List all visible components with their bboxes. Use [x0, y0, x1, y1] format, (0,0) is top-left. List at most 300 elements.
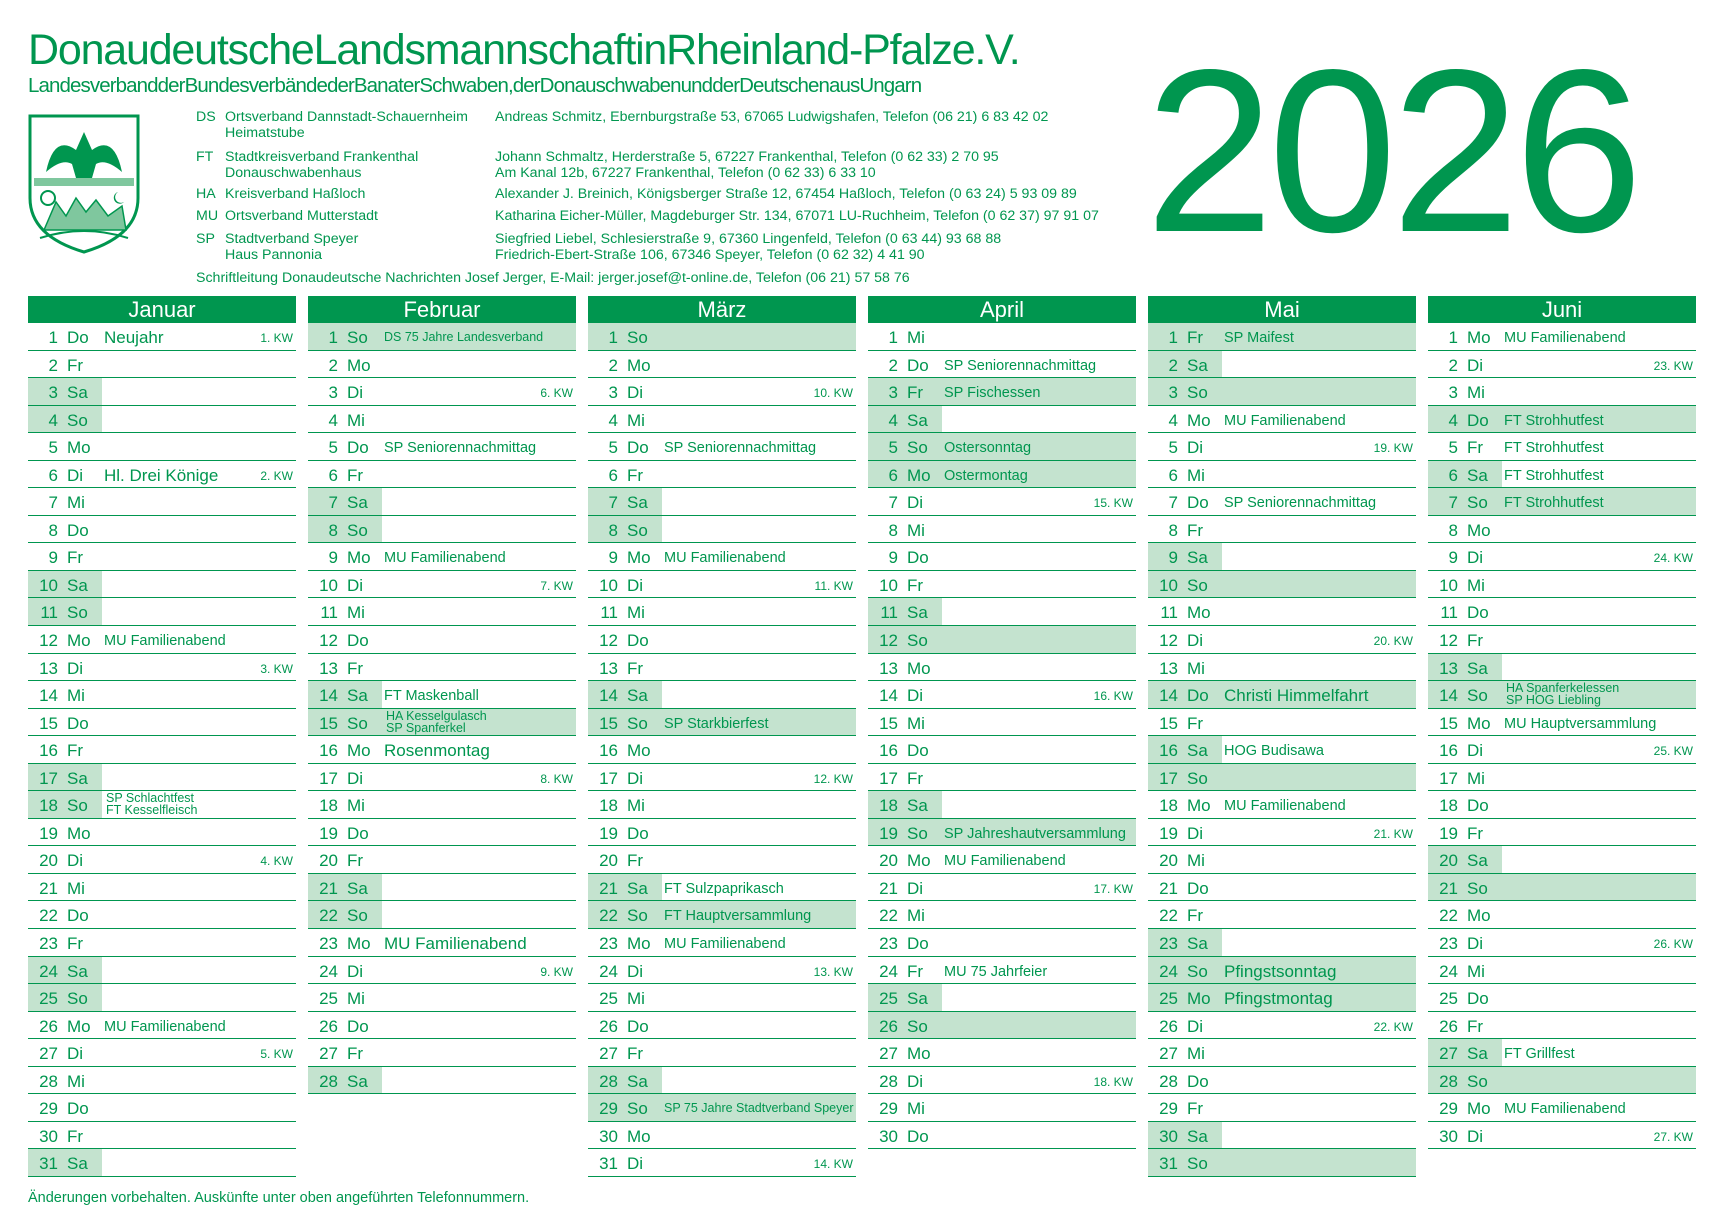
day-row	[588, 957, 856, 985]
day-row	[868, 598, 1136, 626]
weekday-label: Sa	[1187, 355, 1208, 375]
day-number: 16	[319, 741, 338, 761]
day-number: 8	[1448, 520, 1458, 540]
day-row	[868, 874, 1136, 902]
day-number: 6	[888, 465, 898, 485]
weekday-label: Mo	[347, 741, 371, 761]
event-label: MU Familienabend	[1504, 1101, 1626, 1118]
day-number: 21	[1159, 878, 1178, 898]
event-line-2: FT Kesselfleisch	[106, 803, 198, 818]
day-row	[1428, 929, 1696, 957]
day-number: 15	[879, 713, 898, 733]
day-number: 19	[319, 823, 338, 843]
day-number: 28	[599, 1071, 618, 1091]
day-number: 23	[319, 934, 338, 954]
day-number: 16	[879, 741, 898, 761]
day-number: 20	[1159, 851, 1178, 871]
event-label: SP Jahreshautversammlung	[944, 825, 1126, 842]
day-row	[28, 819, 296, 847]
day-row	[868, 1094, 1136, 1122]
day-row	[308, 929, 576, 957]
month-februar	[308, 296, 576, 1094]
day-number: 14	[39, 686, 58, 706]
day-number: 6	[48, 465, 58, 485]
day-number: 13	[39, 658, 58, 678]
calendar-year: 2026	[1145, 22, 1638, 281]
day-row	[1148, 681, 1416, 709]
weekday-label: Mi	[1187, 851, 1205, 871]
org-name: Stadtverband Speyer	[225, 231, 359, 247]
day-number: 13	[599, 658, 618, 678]
day-row	[868, 406, 1136, 434]
day-row	[308, 543, 576, 571]
day-row	[588, 323, 856, 351]
day-number: 24	[1159, 961, 1178, 981]
day-number: 30	[879, 1126, 898, 1146]
week-number: 21. KW	[1373, 826, 1413, 841]
weekday-label: Mo	[1467, 1099, 1491, 1119]
day-row	[28, 846, 296, 874]
day-row	[28, 1067, 296, 1095]
day-row	[1148, 1149, 1416, 1177]
day-number: 3	[328, 383, 338, 403]
day-row	[308, 598, 576, 626]
day-row	[588, 598, 856, 626]
day-row	[1428, 1067, 1696, 1095]
day-row	[1428, 957, 1696, 985]
month-april	[868, 296, 1136, 1149]
day-number: 22	[1159, 906, 1178, 926]
day-row	[1148, 846, 1416, 874]
day-number: 31	[39, 1154, 58, 1174]
day-row	[588, 626, 856, 654]
weekday-label: Mi	[1187, 658, 1205, 678]
event-label: Christi Himmelfahrt	[1224, 686, 1369, 706]
day-number: 7	[1448, 493, 1458, 513]
day-number: 17	[319, 768, 338, 788]
weekday-label: Mi	[907, 1099, 925, 1119]
week-number: 23. KW	[1653, 358, 1693, 373]
weekday-label: Mi	[907, 328, 925, 347]
weekday-label: Mo	[1187, 410, 1211, 430]
week-number: 12. KW	[813, 771, 853, 786]
day-number: 19	[1439, 823, 1458, 843]
day-row	[308, 433, 576, 461]
org-contact: Andreas Schmitz, Ebernburgstraße 53, 67065 Ludwigshafen, Telefon (06 21) 6 83 42 02	[495, 109, 1049, 125]
weekday-label: Di	[1467, 741, 1484, 761]
day-number: 15	[39, 713, 58, 733]
day-row	[1428, 323, 1696, 351]
day-number: 20	[39, 851, 58, 871]
day-row	[868, 626, 1136, 654]
day-number: 9	[1448, 548, 1458, 568]
day-number: 23	[599, 934, 618, 954]
day-row	[28, 1039, 296, 1067]
day-row	[308, 764, 576, 792]
day-number: 26	[39, 1016, 58, 1036]
day-number: 22	[319, 906, 338, 926]
day-number: 2	[608, 355, 618, 375]
day-row	[1148, 516, 1416, 544]
org-code: HA	[196, 186, 216, 202]
day-row	[588, 1094, 856, 1122]
event-label: FT Strohhutfest	[1504, 412, 1604, 429]
day-row	[28, 764, 296, 792]
weekday-label: Di	[67, 465, 84, 485]
day-row	[1428, 984, 1696, 1012]
org-contact: Johann Schmaltz, Herderstraße 5, 67227 Frankenthal, Telefon (0 62 33) 2 70 95	[495, 149, 999, 165]
weekday-label: Do	[907, 934, 929, 954]
day-number: 21	[39, 878, 58, 898]
weekday-label: Mi	[347, 989, 365, 1009]
day-number: 26	[319, 1016, 338, 1036]
day-number: 18	[319, 796, 338, 816]
day-row	[868, 736, 1136, 764]
day-row	[1148, 351, 1416, 379]
day-row	[868, 1039, 1136, 1067]
day-number: 25	[319, 989, 338, 1009]
event-label: Hl. Drei Könige	[104, 465, 219, 485]
weekday-label: Mo	[907, 1044, 931, 1064]
week-number: 13. KW	[813, 964, 853, 979]
weekday-label: Mo	[1467, 906, 1491, 926]
day-row	[588, 433, 856, 461]
day-row	[1428, 626, 1696, 654]
day-row	[308, 378, 576, 406]
week-number: 25. KW	[1653, 744, 1693, 759]
day-row	[1428, 736, 1696, 764]
month-januar	[28, 296, 296, 1177]
day-row	[588, 681, 856, 709]
day-number: 12	[319, 631, 338, 651]
day-number: 6	[1448, 465, 1458, 485]
weekday-label: Mo	[347, 548, 371, 568]
weekday-label: Mi	[907, 906, 925, 926]
day-number: 22	[879, 906, 898, 926]
weekday-label: Fr	[67, 355, 84, 375]
week-number: 22. KW	[1373, 1019, 1413, 1034]
day-row	[588, 1012, 856, 1040]
day-row	[588, 351, 856, 379]
day-number: 17	[599, 768, 618, 788]
weekday-label: So	[1467, 1071, 1488, 1091]
weekday-label: Sa	[907, 796, 928, 816]
weekday-label: Di	[907, 1071, 924, 1091]
day-row	[308, 901, 576, 929]
day-number: 18	[1439, 796, 1458, 816]
week-number: 2. KW	[260, 468, 293, 483]
day-number: 14	[879, 686, 898, 706]
day-row	[588, 791, 856, 819]
weekday-label: Di	[347, 383, 364, 403]
day-row	[1428, 433, 1696, 461]
org-contact-2: Friedrich-Ebert-Straße 106, 67346 Speyer, Telefon (0 62 32) 4 41 90	[495, 247, 925, 263]
weekday-label: So	[1467, 686, 1488, 706]
day-row	[1148, 791, 1416, 819]
weekday-label: Fr	[627, 465, 644, 485]
day-number: 8	[48, 520, 58, 540]
day-number: 19	[39, 823, 58, 843]
weekday-label: Mi	[347, 603, 365, 623]
org-code: DS	[196, 109, 216, 125]
day-number: 29	[39, 1099, 58, 1119]
weekday-label: Di	[627, 575, 644, 595]
day-row	[308, 516, 576, 544]
editor-info: Schriftleitung Donaudeutsche Nachrichten Josef Jerger, E-Mail: jerger.josef@t-online.de, Telefon (06 21) 57 58 76	[196, 270, 910, 286]
day-number: 5	[328, 438, 338, 458]
weekday-label: Fr	[1187, 1099, 1204, 1119]
day-number: 18	[599, 796, 618, 816]
weekday-label: So	[1467, 878, 1488, 898]
weekday-label: Fr	[907, 383, 924, 403]
day-number: 11	[880, 603, 898, 623]
weekday-label: Do	[907, 548, 929, 568]
month-mai	[1148, 296, 1416, 1177]
day-row	[28, 984, 296, 1012]
day-row	[1428, 406, 1696, 434]
day-row	[868, 681, 1136, 709]
event-label: SP Starkbierfest	[664, 715, 769, 732]
day-number: 19	[1159, 823, 1178, 843]
day-row	[1428, 764, 1696, 792]
day-number: 10	[599, 575, 618, 595]
day-number: 26	[599, 1016, 618, 1036]
day-number: 23	[1159, 934, 1178, 954]
day-row	[588, 901, 856, 929]
week-number: 5. KW	[260, 1047, 293, 1062]
weekday-label: So	[627, 906, 648, 926]
day-row	[308, 571, 576, 599]
weekday-label: So	[1187, 575, 1208, 595]
weekday-label: Di	[1467, 934, 1484, 954]
day-row	[28, 709, 296, 737]
day-number: 20	[599, 851, 618, 871]
weekday-label: Di	[67, 1044, 84, 1064]
day-number: 12	[39, 631, 58, 651]
day-row	[588, 736, 856, 764]
day-number: 12	[599, 631, 618, 651]
day-row	[868, 323, 1136, 351]
day-row	[1148, 1039, 1416, 1067]
weekday-label: Sa	[67, 1154, 88, 1174]
weekday-label: Sa	[1467, 658, 1488, 678]
day-row	[588, 1122, 856, 1150]
day-row	[308, 654, 576, 682]
month-header: März	[588, 296, 856, 323]
day-number: 18	[879, 796, 898, 816]
day-row	[308, 957, 576, 985]
day-number: 17	[1159, 768, 1178, 788]
weekday-label: Mi	[907, 713, 925, 733]
day-row	[308, 488, 576, 516]
weekday-label: Mo	[907, 465, 931, 485]
day-number: 10	[1439, 575, 1458, 595]
day-number: 29	[1159, 1099, 1178, 1119]
month-header: Januar	[28, 296, 296, 323]
weekday-label: Di	[627, 383, 644, 403]
event-label: Pfingstmontag	[1224, 989, 1333, 1009]
weekday-label: Sa	[1187, 934, 1208, 954]
day-row	[1148, 433, 1416, 461]
weekday-label: Sa	[1187, 548, 1208, 568]
org-name-2: Haus Pannonia	[225, 247, 323, 263]
day-row	[1428, 571, 1696, 599]
day-number: 26	[1159, 1016, 1178, 1036]
org-name: Kreisverband Haßloch	[225, 186, 366, 202]
day-row	[588, 819, 856, 847]
weekday-label: Fr	[1467, 1016, 1484, 1036]
day-number: 15	[1159, 713, 1178, 733]
day-row	[308, 846, 576, 874]
day-number: 11	[600, 603, 618, 623]
week-number: 18. KW	[1093, 1074, 1133, 1089]
day-row	[28, 598, 296, 626]
day-number: 2	[1448, 355, 1458, 375]
day-row	[868, 378, 1136, 406]
day-number: 1	[888, 328, 898, 347]
day-number: 4	[1448, 410, 1458, 430]
day-row	[1428, 1012, 1696, 1040]
weekday-label: Do	[907, 355, 929, 375]
weekday-label: Mo	[907, 658, 931, 678]
day-number: 31	[599, 1154, 618, 1174]
weekday-label: So	[1187, 768, 1208, 788]
day-row	[1148, 709, 1416, 737]
day-number: 30	[1159, 1126, 1178, 1146]
weekday-label: Fr	[1187, 520, 1204, 540]
weekday-label: Sa	[347, 1071, 368, 1091]
weekday-label: Do	[627, 823, 649, 843]
weekday-label: So	[67, 796, 88, 816]
day-row	[868, 929, 1136, 957]
day-row	[28, 654, 296, 682]
weekday-label: Do	[67, 520, 89, 540]
event-label	[386, 710, 487, 734]
event-line-2: SP Spanferkel	[386, 720, 466, 735]
day-row	[1148, 929, 1416, 957]
event-label	[1506, 682, 1619, 706]
page-subtitle: LandesverbandderBundesverbändederBanaterSchwaben,derDonauschwabenundderDeutschenausUngarn	[28, 74, 922, 97]
weekday-label: So	[1467, 493, 1488, 513]
day-row	[28, 516, 296, 544]
weekday-label: Sa	[1467, 851, 1488, 871]
org-contact: Katharina Eicher-Müller, Magdeburger Str. 134, 67071 LU-Ruchheim, Telefon (0 62 37) 97 91 07	[495, 208, 1099, 224]
weekday-label: Mo	[627, 741, 651, 761]
day-row	[868, 984, 1136, 1012]
weekday-label: Do	[627, 1016, 649, 1036]
weekday-label: Do	[1187, 493, 1209, 513]
weekday-label: Fr	[347, 658, 364, 678]
org-name: Stadtkreisverband Frankenthal	[225, 149, 419, 165]
week-number: 24. KW	[1653, 551, 1693, 566]
day-number: 9	[328, 548, 338, 568]
weekday-label: Do	[67, 328, 89, 347]
week-number: 8. KW	[540, 771, 573, 786]
event-label: FT Grillfest	[1504, 1046, 1575, 1063]
event-line-1: SP Schlachtfest	[106, 791, 195, 806]
day-number: 21	[879, 878, 898, 898]
day-number: 4	[328, 410, 338, 430]
day-row	[588, 764, 856, 792]
weekday-label: Mi	[67, 1071, 85, 1091]
day-row	[588, 516, 856, 544]
weekday-label: Sa	[1467, 1044, 1488, 1064]
day-number: 7	[328, 493, 338, 513]
event-label: Ostersonntag	[944, 440, 1032, 457]
weekday-label: Mi	[1467, 768, 1485, 788]
weekday-label: Sa	[67, 961, 88, 981]
weekday-label: Mi	[1467, 961, 1485, 981]
event-label: MU Familienabend	[1224, 798, 1346, 815]
day-row	[868, 1067, 1136, 1095]
weekday-label: Di	[907, 686, 924, 706]
weekday-label: Fr	[67, 548, 84, 568]
weekday-label: Mi	[907, 520, 925, 540]
event-label: Pfingstsonntag	[1224, 961, 1337, 981]
weekday-label: Di	[627, 768, 644, 788]
event-label: Neujahr	[104, 328, 164, 347]
day-row	[28, 571, 296, 599]
weekday-label: Do	[1467, 989, 1489, 1009]
weekday-label: Mo	[67, 438, 91, 458]
day-number: 13	[319, 658, 338, 678]
day-number: 3	[888, 383, 898, 403]
day-row	[28, 323, 296, 351]
page-title: DonaudeutscheLandsmannschaftinRheinland-Pfalze.V.	[28, 26, 1020, 74]
day-row	[588, 543, 856, 571]
day-row	[1428, 709, 1696, 737]
day-row	[868, 709, 1136, 737]
weekday-label: Mo	[1467, 328, 1491, 347]
day-row	[1428, 901, 1696, 929]
day-number: 10	[1159, 575, 1178, 595]
day-row	[1428, 598, 1696, 626]
day-number: 13	[1159, 658, 1178, 678]
day-number: 14	[1439, 686, 1458, 706]
day-row	[1148, 874, 1416, 902]
day-row	[308, 709, 576, 737]
weekday-label: Di	[907, 493, 924, 513]
org-code: SP	[196, 231, 215, 247]
day-row	[588, 654, 856, 682]
day-row	[28, 957, 296, 985]
event-label	[106, 792, 197, 816]
org-name: Ortsverband Mutterstadt	[225, 208, 378, 224]
day-number: 23	[1439, 934, 1458, 954]
event-label: MU Familienabend	[664, 550, 786, 567]
weekday-label: Mo	[347, 355, 371, 375]
day-row	[28, 1012, 296, 1040]
day-row	[308, 791, 576, 819]
week-number: 6. KW	[540, 386, 573, 401]
weekday-label: Mi	[627, 410, 645, 430]
event-label: SP Seniorennachmittag	[384, 440, 537, 457]
day-row	[28, 1149, 296, 1177]
weekday-label: Di	[1187, 1016, 1204, 1036]
day-number: 10	[319, 575, 338, 595]
day-number: 6	[328, 465, 338, 485]
day-number: 27	[1439, 1044, 1458, 1064]
event-label: Ostermontag	[944, 467, 1028, 484]
event-label: FT Sulzpaprikasch	[664, 880, 784, 897]
day-row	[28, 543, 296, 571]
weekday-label: Do	[347, 438, 369, 458]
day-number: 28	[319, 1071, 338, 1091]
weekday-label: Sa	[907, 989, 928, 1009]
event-label: SP Seniorennachmittag	[664, 440, 817, 457]
weekday-label: So	[1187, 961, 1208, 981]
weekday-label: Do	[907, 1126, 929, 1146]
